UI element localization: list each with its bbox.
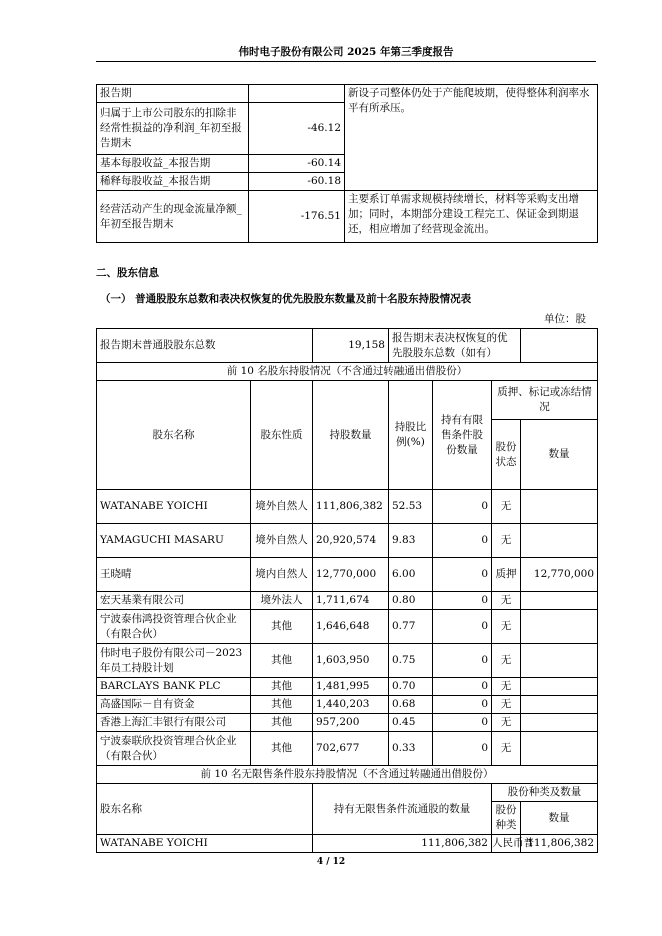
holder-status: 质押: [492, 558, 521, 592]
ucol-header-qty: 持有无限售条件流通股的数量: [313, 784, 492, 835]
fin-label: 经营活动产生的现金流量净额_年初至报告期末: [97, 191, 249, 243]
holder-status: 无: [492, 714, 521, 732]
holder-pledge-qty: [521, 732, 598, 766]
uholder-name: WATANABE YOICHI: [97, 835, 313, 853]
holder-status: 无: [492, 678, 521, 696]
holder-ratio: 9.83: [389, 524, 433, 558]
pref-holders-value: [521, 329, 598, 363]
col-header-nature: 股东性质: [251, 381, 313, 490]
holder-name: YAMAGUCHI MASARU: [97, 524, 251, 558]
ucol-header-type: 股份种类: [492, 802, 521, 835]
holder-ratio: 0.80: [389, 592, 433, 610]
holder-pledge-qty: [521, 714, 598, 732]
holder-ratio: 0.75: [389, 644, 433, 678]
holder-restricted: 0: [433, 490, 492, 524]
holder-qty: 1,440,203: [313, 696, 389, 714]
holder-name: 香港上海汇丰银行有限公司: [97, 714, 251, 732]
holder-qty: 1,603,950: [313, 644, 389, 678]
holder-ratio: 0.45: [389, 714, 433, 732]
holder-restricted: 0: [433, 610, 492, 644]
holder-status: 无: [492, 696, 521, 714]
holder-status: 无: [492, 644, 521, 678]
holder-nature: 其他: [251, 644, 313, 678]
holder-restricted: 0: [433, 678, 492, 696]
holder-status: 无: [492, 610, 521, 644]
holder-restricted: 0: [433, 558, 492, 592]
holder-restricted: 0: [433, 732, 492, 766]
holder-pledge-qty: [521, 524, 598, 558]
fin-label: 稀释每股收益_本报告期: [97, 173, 249, 191]
holder-qty: 1,646,648: [313, 610, 389, 644]
holder-qty: 20,920,574: [313, 524, 389, 558]
holder-restricted: 0: [433, 524, 492, 558]
holder-ratio: 6.00: [389, 558, 433, 592]
holder-status: 无: [492, 490, 521, 524]
holder-qty: 1,711,674: [313, 592, 389, 610]
holder-nature: 其他: [251, 610, 313, 644]
holder-qty: 702,677: [313, 732, 389, 766]
col-header-restricted: 持有有限售条件股份数量: [433, 381, 492, 490]
top10-title: 前 10 名股东持股情况（不含通过转融通出借股份）: [97, 363, 598, 381]
holder-ratio: 0.70: [389, 678, 433, 696]
ucol-header-num: 数量: [521, 802, 598, 835]
holder-restricted: 0: [433, 714, 492, 732]
holder-name: 宁波泰联欣投资管理合伙企业（有限合伙）: [97, 732, 251, 766]
holder-nature: 境外自然人: [251, 524, 313, 558]
fin-value: -176.51: [249, 191, 345, 243]
holder-name: WATANABE YOICHI: [97, 490, 251, 524]
holder-status: 无: [492, 524, 521, 558]
holder-pledge-qty: [521, 696, 598, 714]
holder-name: 宏天基業有限公司: [97, 592, 251, 610]
holder-pledge-qty: [521, 592, 598, 610]
col-header-qty: 持股数量: [313, 381, 389, 490]
unrestricted-title: 前 10 名无限售条件股东持股情况（不含通过转融通出借股份）: [97, 766, 598, 784]
fin-value: -46.12: [249, 103, 345, 155]
page-number: 4 / 12: [316, 857, 346, 867]
ucol-header-name: 股东名称: [97, 784, 313, 835]
unit-label: 单位：股: [544, 313, 586, 325]
col-header-status: 股份状态: [492, 420, 521, 490]
holder-name: 高盛国际－自有资金: [97, 696, 251, 714]
holder-nature: 其他: [251, 678, 313, 696]
holder-pledge-qty: 12,770,000: [521, 558, 598, 592]
holder-qty: 1,481,995: [313, 678, 389, 696]
header-rule: [96, 61, 596, 62]
holder-pledge-qty: [521, 644, 598, 678]
holder-pledge-qty: [521, 678, 598, 696]
fin-value: -60.18: [249, 173, 345, 191]
total-holders-value: 19,158: [313, 329, 389, 363]
fin-value: [249, 85, 345, 103]
holder-ratio: 0.33: [389, 732, 433, 766]
fin-label: 基本每股收益_本报告期: [97, 155, 249, 173]
holder-nature: 境外法人: [251, 592, 313, 610]
holder-ratio: 0.77: [389, 610, 433, 644]
holder-ratio: 0.68: [389, 696, 433, 714]
holder-status: 无: [492, 732, 521, 766]
holder-qty: 111,806,382: [313, 490, 389, 524]
section-title: 二、股东信息: [96, 267, 159, 279]
uholder-type: 人民币普: [492, 835, 521, 853]
fin-value: -60.14: [249, 155, 345, 173]
holder-restricted: 0: [433, 644, 492, 678]
holder-nature: 其他: [251, 714, 313, 732]
total-holders-label: 报告期末普通股股东总数: [97, 329, 313, 363]
fin-reason: 新设子司整体仍处于产能爬坡期，使得整体利润率水平有所承压。: [345, 85, 598, 191]
col-header-pledge-qty: 数量: [521, 420, 598, 490]
uholder-num: 111,806,382: [521, 835, 598, 853]
ucol-header-type-group: 股份种类及数量: [492, 784, 598, 802]
financial-data-table: [96, 84, 598, 243]
col-header-pledge: 质押、标记或冻结情况: [492, 381, 598, 420]
col-header-name: 股东名称: [97, 381, 251, 490]
holder-name: 王晓晴: [97, 558, 251, 592]
col-header-ratio: 持股比例(%): [389, 381, 433, 490]
holder-pledge-qty: [521, 490, 598, 524]
page-header-title: 伟时电子股份有限公司 2025 年第三季度报告: [238, 46, 454, 58]
holder-ratio: 52.53: [389, 490, 433, 524]
shareholders-table: [96, 328, 598, 853]
holder-restricted: 0: [433, 696, 492, 714]
fin-label: 归属于上市公司股东的扣除非经常性损益的净利润_年初至报告期末: [97, 103, 249, 155]
holder-name: BARCLAYS BANK PLC: [97, 678, 251, 696]
holder-name: 宁波泰伟鸿投资管理合伙企业（有限合伙）: [97, 610, 251, 644]
holder-restricted: 0: [433, 592, 492, 610]
holder-nature: 境内自然人: [251, 558, 313, 592]
pref-holders-label: 报告期末表决权恢复的优先股股东总数（如有）: [389, 329, 521, 363]
uholder-qty: 111,806,382: [313, 835, 492, 853]
holder-nature: 境外自然人: [251, 490, 313, 524]
fin-reason: 主要系订单需求规模持续增长，材料等采购支出增加；同时，本期部分建设工程完工、保证金到期退还，相应增加了经营现金流出。: [345, 191, 598, 243]
holder-pledge-qty: [521, 610, 598, 644]
holder-status: 无: [492, 592, 521, 610]
holder-nature: 其他: [251, 732, 313, 766]
holder-qty: 957,200: [313, 714, 389, 732]
holder-qty: 12,770,000: [313, 558, 389, 592]
fin-label: 报告期: [97, 85, 249, 103]
holder-nature: 其他: [251, 696, 313, 714]
holder-name: 伟时电子股份有限公司－2023 年员工持股计划: [97, 644, 251, 678]
section-subtitle: （一） 普通股股东总数和表决权恢复的优先股股东数量及前十名股东持股情况表: [100, 293, 472, 305]
